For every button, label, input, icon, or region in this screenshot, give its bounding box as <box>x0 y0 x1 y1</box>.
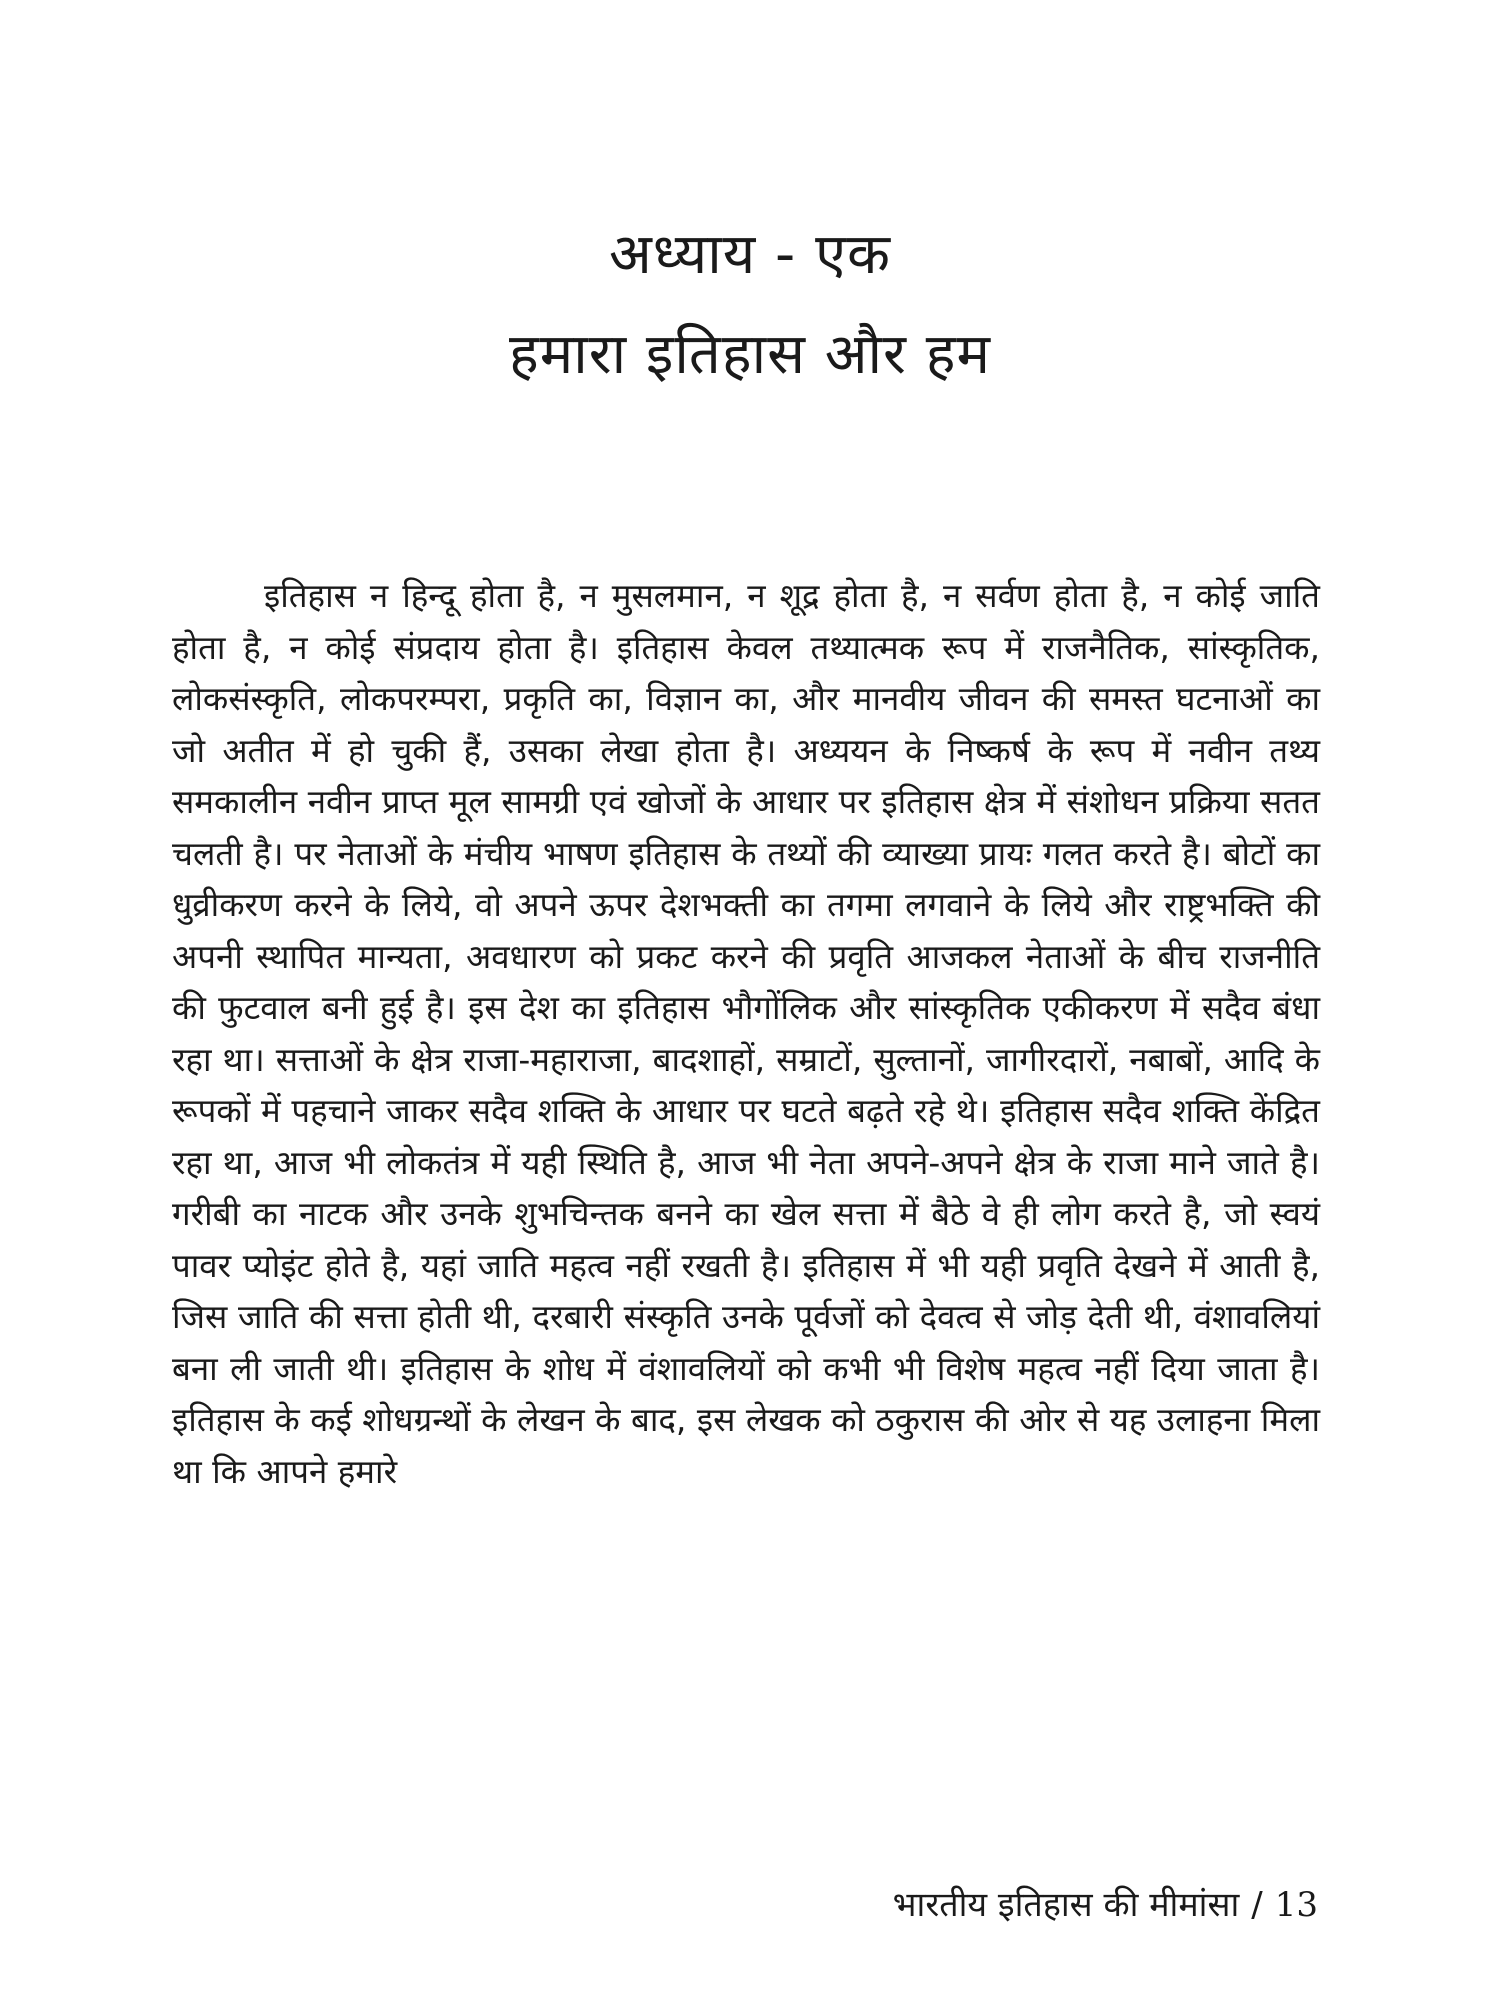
footer-separator: / <box>1251 1885 1263 1925</box>
page-footer <box>0 1880 1318 1930</box>
chapter-heading <box>0 205 1500 405</box>
page-number: 13 <box>1274 1885 1318 1925</box>
body-paragraph: इतिहास न हिन्दू होता है, न मुसलमान, न शूद्र होता है, न सर्वण होता है, न कोई जाति होता है, न कोई संप्रदाय होता है। इतिहास केवल तथ्यात्मक रूप में राजनैतिक, सांस्कृतिक, लोकसंस्कृति, लोकपरम्परा, प्रकृति का, विज्ञान का, और मानवीय जीवन की समस्त घटनाओं का जो अतीत में हो चुकी हैं, उसका लेखा होता है। अध्ययन के निष्कर्ष के रूप में नवीन तथ्य समकालीन नवीन प्राप्त मूल सामग्री एवं खोजों के आधार पर इतिहास क्षेत्र में संशोधन प्रक्रिया सतत चलती है। पर नेताओं के मंचीय भाषण इतिहास के तथ्यों की व्याख्या प्रायः गलत करते है। बोटों का धुव्रीकरण करने के लिये, वो अपने ऊपर देशभक्ती का तगमा लगवाने के लिये और राष्ट्रभक्ति की अपनी स्थापित मान्यता, अवधारण को प्रकट करने की प्रवृति आजकल नेताओं के बीच राजनीति की फुटवाल बनी हुई है। इस देश का इतिहास भौगोंलिक और सांस्कृतिक एकीकरण में सदैव बंधा रहा था। सत्ताओं के क्षेत्र राजा-महाराजा, बादशाहों, सम्राटों, सुल्तानों, जागीरदारों, नबाबों, आदि के रूपकों में पहचाने जाकर सदैव शक्ति के आधार पर घटते बढ़ते रहे थे। इतिहास सदैव शक्ति केंद्रित रहा था, आज भी लोकतंत्र में यही स्थिति है, आज भी नेता अपने-अपने क्षेत्र के राजा माने जाते है। गरीबी का नाटक और उनके शुभचिन्तक बनने का खेल सत्ता में बैठे वे ही लोग करते है, जो स्वयं पावर प्योइंट होते है, यहां जाति महत्व नहीं रखती है। इतिहास में भी यही प्रवृति देखने में आती है, जिस जाति की सत्ता होती थी, दरबारी संस्कृति उनके पूर्वजों को देवत्व से जोड़ देती थी, वंशावलियां बना ली जाती थी। इतिहास के शोध में वंशावलियों को कभी भी विशेष महत्व नहीं दिया जाता है। इतिहास के कई शोधग्रन्थों के लेखन के बाद, इस लेखक को ठकुरास की ओर से यह उलाहना मिला था कि आपने हमारे <box>172 576 1320 1491</box>
chapter-number: अध्याय - एक <box>608 222 892 287</box>
chapter-title: हमारा इतिहास और हम <box>509 322 991 387</box>
running-book-title: भारतीय इतिहास की मीमांसा <box>892 1885 1240 1925</box>
